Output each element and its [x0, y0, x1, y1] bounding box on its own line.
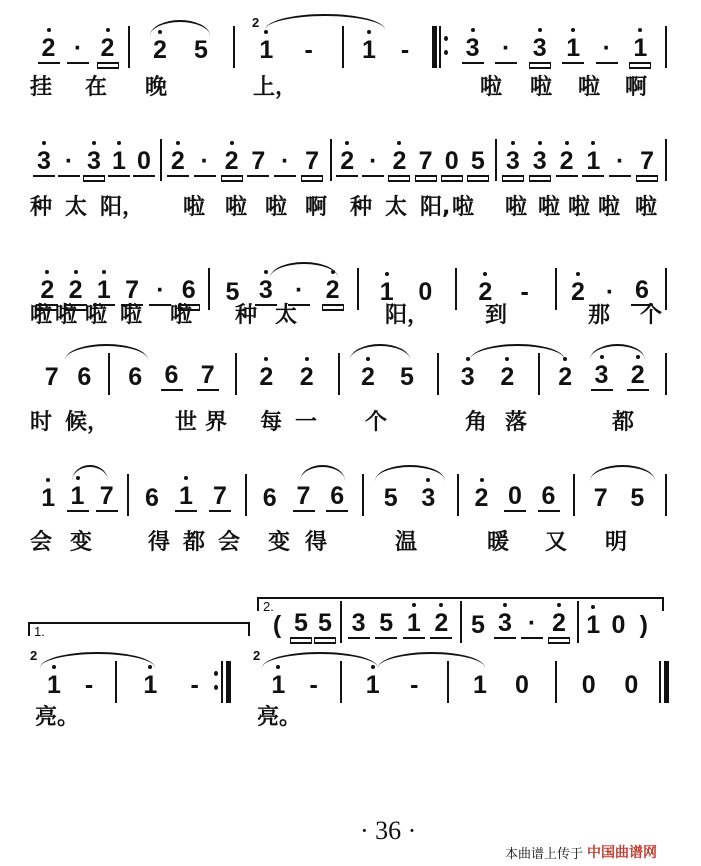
note: 2: [38, 34, 60, 64]
measure: [462, 605, 575, 639]
dot: ·: [58, 147, 80, 177]
lyric-syllable: 啦: [480, 75, 503, 100]
note: 7: [96, 482, 118, 512]
measure: [540, 357, 663, 391]
barline: [659, 661, 661, 703]
lyric-syllable: 变: [268, 530, 291, 555]
slur-arc: [590, 344, 645, 360]
measure: [237, 357, 336, 391]
note: 3: [502, 147, 524, 177]
dot: ·: [521, 609, 543, 639]
measure: [344, 30, 430, 64]
measure: [30, 478, 125, 512]
lyric-syllable: 落: [505, 410, 528, 435]
measure: [30, 357, 106, 391]
note: 6: [631, 276, 653, 306]
note: 1: [582, 611, 604, 639]
lyric-syllable: 啦: [505, 195, 528, 220]
barline: [221, 661, 223, 703]
note: 2: [627, 361, 649, 391]
note: 0: [515, 671, 529, 699]
lyric-syllable: 啦: [578, 75, 601, 100]
measure: [340, 357, 435, 391]
lyric-syllable: 个: [640, 303, 663, 328]
note: 1: [43, 671, 65, 699]
measure: [439, 357, 536, 391]
note: 6: [77, 363, 92, 391]
lyric-syllable: 啊: [625, 75, 648, 100]
slur-arc: [375, 465, 445, 481]
lyric-syllable: 太: [275, 303, 298, 328]
note: 5: [400, 363, 414, 391]
lyric-syllable: 到: [485, 303, 508, 328]
lyric-syllable: 啦: [183, 195, 206, 220]
site-logo[interactable]: 中国曲谱网: [587, 845, 658, 861]
note: 2: [296, 363, 318, 391]
slur-arc: [270, 262, 338, 278]
note: 2: [97, 34, 119, 64]
dot: ·: [194, 147, 216, 177]
note: 7: [121, 276, 143, 306]
slur-arc: [40, 652, 155, 668]
lyric-syllable: 时: [30, 410, 53, 435]
lyric-syllable: 得: [148, 530, 171, 555]
note: 7: [44, 363, 59, 391]
note: 5: [471, 611, 485, 639]
note: 2: [388, 147, 410, 177]
note: 1: [67, 482, 89, 512]
lyric-syllable: 种: [350, 195, 373, 220]
note: 6: [326, 482, 348, 512]
note: 0: [611, 611, 626, 639]
note: 1: [629, 34, 651, 64]
dot: ·: [495, 34, 517, 64]
lyric-syllable: 个: [365, 410, 388, 435]
slur-arc: [590, 465, 655, 481]
lyric-syllable: 啦: [170, 303, 193, 328]
dash: -: [410, 671, 419, 699]
note: 2: [556, 147, 578, 177]
lyric-syllable: 候，: [65, 410, 110, 435]
note: 2: [567, 278, 589, 306]
lyric-syllable: 会: [218, 530, 241, 555]
measure: [364, 478, 455, 512]
note: 1: [582, 147, 604, 177]
note: 6: [538, 482, 560, 512]
dash: -: [400, 36, 410, 64]
footer: [505, 842, 657, 862]
note: 1: [267, 671, 289, 699]
note: 5: [194, 36, 208, 64]
measure: [117, 665, 228, 699]
lyric-syllable: 那: [588, 303, 611, 328]
lyric-syllable: 啦: [120, 303, 143, 328]
note: 3: [494, 609, 516, 639]
lyric-syllable: 啦: [85, 303, 108, 328]
measure: [129, 478, 243, 512]
lyric-syllable: 暖: [487, 530, 510, 555]
lyric-syllable: 又: [545, 530, 568, 555]
measure: [332, 143, 493, 177]
measure: [254, 665, 338, 699]
barline: [664, 661, 669, 703]
dot: ·: [67, 34, 89, 64]
note: 3: [255, 276, 277, 306]
lyric-syllable: 阳,: [420, 195, 451, 220]
note: 1: [403, 609, 425, 639]
lyric-syllable: 太: [65, 195, 88, 220]
note: 5: [383, 484, 398, 512]
slur-arc: [300, 465, 345, 481]
lyric-syllable: 太: [385, 195, 408, 220]
lyric-syllable: 每: [260, 410, 283, 435]
slur-arc: [470, 344, 565, 360]
lyric-syllable: 都: [183, 530, 206, 555]
note: 2: [322, 276, 344, 306]
lyric-syllable: 一: [295, 410, 318, 435]
note: 1: [562, 34, 584, 64]
lyric-syllable: 啦: [225, 195, 248, 220]
lyric-syllable: 角: [465, 410, 488, 435]
lyric-syllable: 啦: [538, 195, 561, 220]
note: 3: [529, 34, 551, 64]
grace-note: 2: [30, 648, 38, 663]
grace-note: 2: [252, 15, 260, 30]
lyric-syllable: 啦: [598, 195, 621, 220]
lyric-syllable: 亮。: [257, 705, 302, 730]
measure: [342, 605, 458, 639]
lyric-syllable: 温: [395, 530, 418, 555]
lyric-syllable: 种: [30, 195, 53, 220]
dot: ·: [274, 147, 296, 177]
note: 2: [471, 484, 493, 512]
note: 1: [362, 671, 384, 699]
lyric-syllable: 啦: [30, 303, 53, 328]
note: ): [639, 611, 648, 639]
measure: [30, 30, 126, 64]
note: 3: [462, 34, 484, 64]
note: 7: [209, 482, 231, 512]
measure: [264, 605, 338, 639]
measure: [235, 30, 340, 64]
note: 0: [441, 147, 463, 177]
note: 1: [139, 671, 161, 699]
note: 2: [430, 609, 452, 639]
note: 2: [221, 147, 243, 177]
slur-arc: [65, 344, 148, 360]
lyric-syllable: 啊: [305, 195, 328, 220]
note: 5: [225, 278, 240, 306]
dot: ·: [605, 278, 615, 306]
measure: [557, 665, 663, 699]
note: 2: [65, 276, 87, 306]
note: 2: [496, 363, 518, 391]
barline: [665, 474, 667, 516]
note: 1: [108, 147, 130, 177]
note: 7: [636, 147, 658, 177]
lyric-syllable: 种: [235, 303, 258, 328]
slur-arc: [350, 344, 410, 360]
measure: [110, 357, 233, 391]
volta-label: 2.: [263, 599, 274, 614]
lyric-syllable: 得: [305, 530, 328, 555]
note: 1: [473, 671, 487, 699]
measure: [247, 478, 360, 512]
note: 6: [128, 363, 143, 391]
lyric-syllable: 啦: [530, 75, 553, 100]
note: 7: [301, 147, 323, 177]
note: 3: [83, 147, 105, 177]
barline: [665, 26, 667, 68]
note: 1: [376, 278, 398, 306]
lyric-syllable: 阳，: [100, 195, 145, 220]
lyric-syllable: 都: [612, 410, 635, 435]
lyric-syllable: 晚: [145, 75, 168, 100]
note: 7: [247, 147, 269, 177]
note: 7: [593, 484, 608, 512]
slur-arc: [150, 20, 210, 36]
measure: [459, 478, 571, 512]
lyric-syllable: 在: [85, 75, 108, 100]
barline: [665, 139, 667, 181]
note: 1: [37, 484, 59, 512]
note: 2: [554, 363, 576, 391]
note: 0: [581, 671, 596, 699]
note: 2: [167, 147, 189, 177]
page-number: · 36 ·: [360, 816, 417, 845]
note: 1: [255, 36, 277, 64]
note: 5: [290, 609, 312, 639]
barline: [439, 26, 441, 68]
lyric-syllable: 亮。: [35, 705, 80, 730]
note: 2: [336, 147, 358, 177]
measure: [342, 665, 445, 699]
note: 1: [175, 482, 197, 512]
volta-first-ending: [28, 622, 250, 639]
measure: [497, 143, 663, 177]
lyric-syllable: 啦: [568, 195, 591, 220]
lyric-syllable: 世: [175, 410, 198, 435]
measure: [449, 665, 553, 699]
note: 3: [457, 363, 479, 391]
note: 0: [504, 482, 526, 512]
note: 6: [262, 484, 277, 512]
barline: [432, 26, 437, 68]
note: 2: [149, 36, 171, 64]
note: 0: [418, 278, 433, 306]
lyric-syllable: 啦: [635, 195, 658, 220]
barline: [665, 268, 667, 310]
dot: ·: [596, 34, 618, 64]
note: 7: [415, 147, 437, 177]
dash: -: [520, 278, 529, 306]
slur-arc: [265, 14, 385, 30]
lyric-syllable: 阳，: [385, 303, 430, 328]
note: 0: [133, 147, 155, 177]
slur-arc: [378, 652, 485, 668]
dash: -: [309, 671, 318, 699]
note: 2: [357, 363, 379, 391]
note: 3: [417, 484, 439, 512]
dot: ·: [609, 147, 631, 177]
note: 7: [293, 482, 315, 512]
grace-note: 2: [253, 648, 261, 663]
lyric-syllable: 啦: [55, 303, 78, 328]
measure: [30, 143, 158, 177]
note: 2: [255, 363, 277, 391]
note: 7: [197, 361, 219, 391]
barline: [665, 353, 667, 395]
dot: ·: [149, 276, 171, 306]
lyric-syllable: 变: [70, 530, 93, 555]
note: 3: [591, 361, 613, 391]
slur-arc: [72, 465, 108, 481]
note: 1: [93, 276, 115, 306]
note: 3: [529, 147, 551, 177]
lyric-syllable: 明: [605, 530, 628, 555]
lyric-syllable: 啦: [452, 195, 475, 220]
footer-text: 本曲谱上传于: [505, 846, 584, 862]
lyric-syllable: 会: [30, 530, 53, 555]
dot: ·: [362, 147, 384, 177]
note: 2: [548, 609, 570, 639]
note: 6: [161, 361, 183, 391]
dot: ·: [288, 276, 310, 306]
measure: [579, 605, 658, 639]
note: (: [272, 611, 282, 639]
measure: [162, 143, 328, 177]
note: 1: [358, 36, 380, 64]
measure: [450, 30, 663, 64]
note: 6: [178, 276, 200, 306]
measure: [575, 478, 663, 512]
note: 5: [630, 484, 645, 512]
note: 0: [624, 671, 639, 699]
note: 5: [314, 609, 336, 639]
note: 6: [145, 484, 159, 512]
lyric-syllable: 界: [205, 410, 228, 435]
dash: -: [190, 671, 199, 699]
lyric-syllable: 挂: [30, 75, 53, 100]
barline: [226, 661, 231, 703]
note: 3: [33, 147, 55, 177]
note: 5: [467, 147, 489, 177]
volta-label: 1.: [34, 624, 45, 639]
note: 5: [375, 609, 397, 639]
note: 3: [348, 609, 370, 639]
slur-arc: [262, 652, 378, 668]
note: 2: [474, 278, 496, 306]
measure: [30, 665, 113, 699]
dash: -: [84, 671, 94, 699]
dash: -: [304, 36, 313, 64]
note: 2: [36, 276, 58, 306]
lyric-syllable: 上，: [253, 75, 298, 100]
lyric-syllable: 啦: [265, 195, 288, 220]
